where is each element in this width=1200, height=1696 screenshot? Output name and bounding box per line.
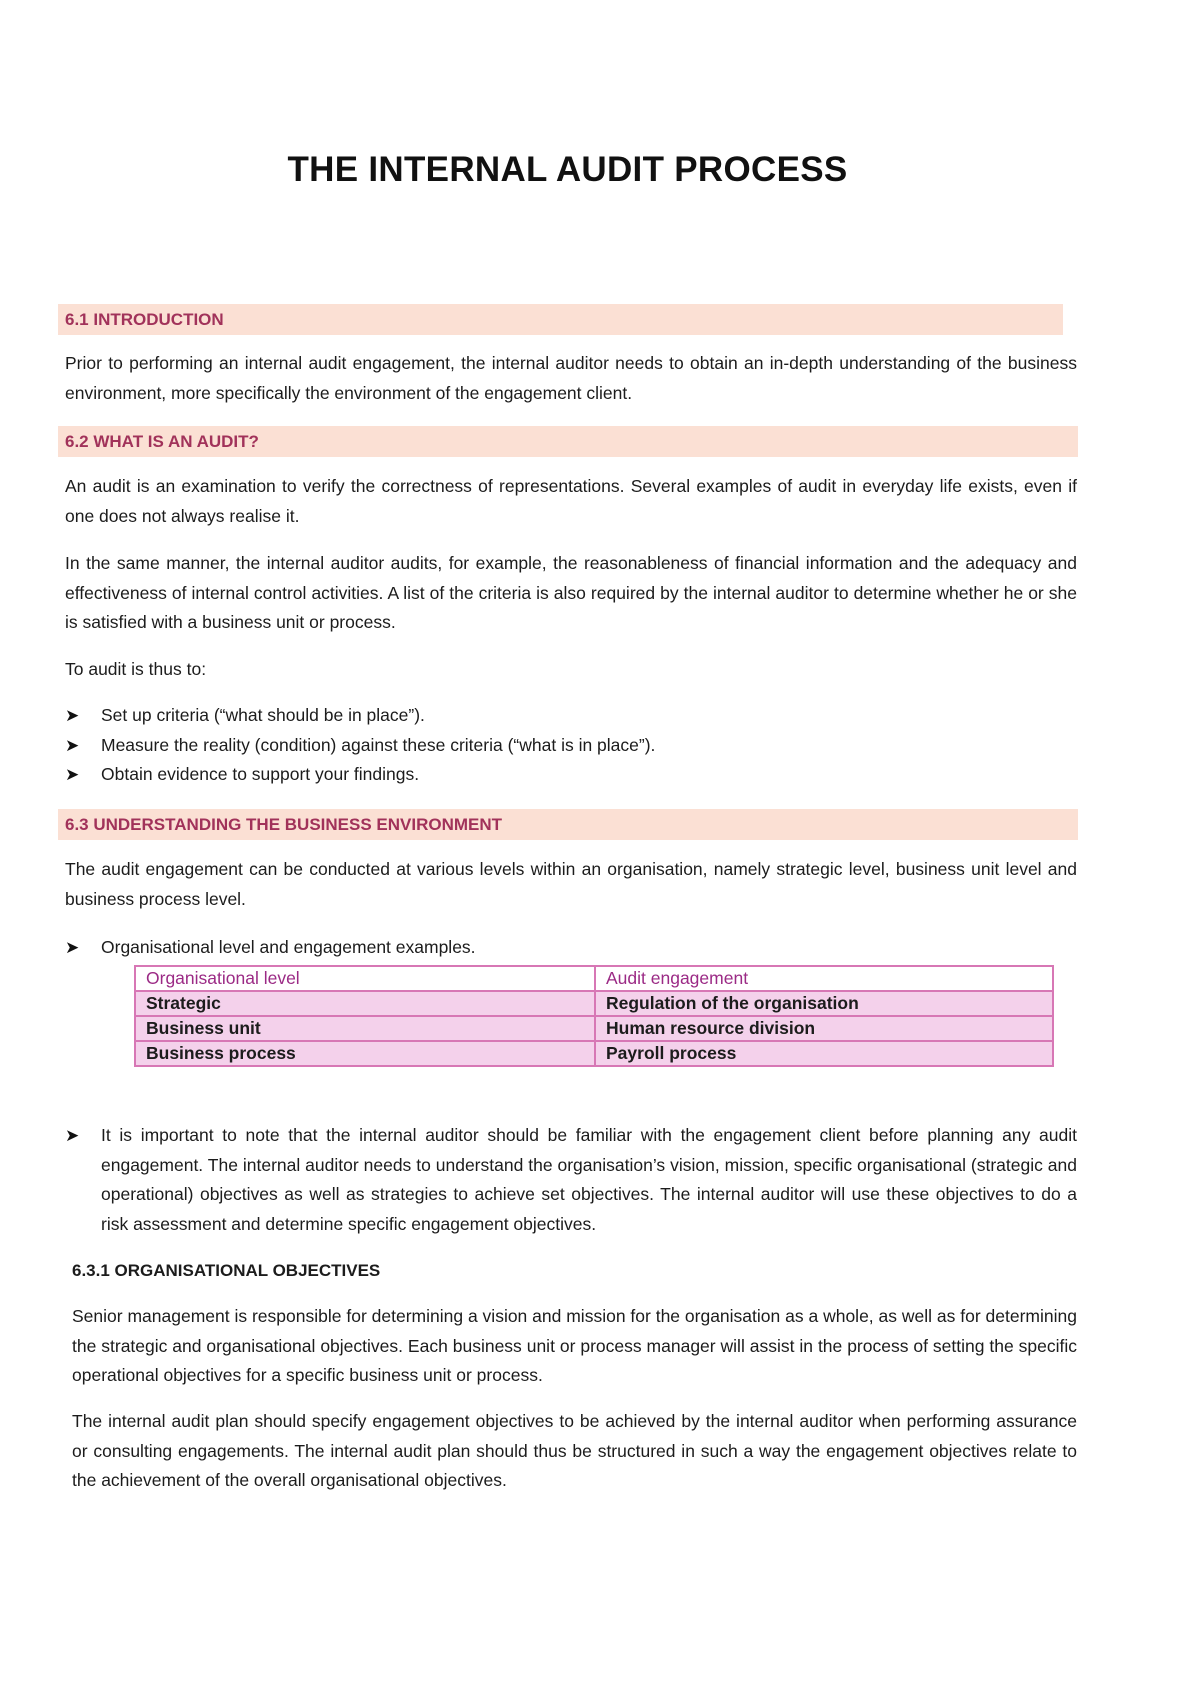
organisational-level-table	[134, 965, 1054, 1067]
engagement-note-list	[65, 1121, 1077, 1239]
arrowhead-bullet-icon: ➤	[65, 706, 80, 725]
list-item	[65, 760, 1077, 790]
table-cell: Business unit	[135, 1016, 595, 1041]
audit-manner-paragraph: In the same manner, the internal auditor audits, for example, the reasonableness of financial information and the adequacy and effectiveness of internal control activities. A list of the criteria is also required by the internal auditor to determine whether he or she is satisfied with a business unit or process.	[65, 553, 1077, 632]
audit-steps-list	[65, 701, 1077, 790]
table-row	[135, 1041, 1053, 1066]
table-header-cell: Organisational level	[135, 966, 595, 991]
subsection-heading-organisational-objectives: 6.3.1 ORGANISATIONAL OBJECTIVES	[72, 1261, 381, 1280]
engagement-levels-paragraph: The audit engagement can be conducted at various levels within an organisation, namely strategic level, business unit level and business process level.	[65, 859, 1077, 909]
list-item-text: Obtain evidence to support your findings.	[101, 764, 420, 784]
table-cell: Strategic	[135, 991, 595, 1016]
section-heading-introduction: 6.1 INTRODUCTION	[58, 304, 1063, 335]
list-item	[65, 933, 1077, 963]
table-row	[135, 991, 1053, 1016]
table-header-row	[135, 966, 1053, 991]
list-item-text: Set up criteria (“what should be in place”).	[101, 705, 425, 725]
list-item	[65, 701, 1077, 731]
audit-definition-paragraph: An audit is an examination to verify the correctness of representations. Several examples of audit in everyday life exists, even if one does not always realise it.	[65, 476, 1077, 526]
table-cell: Regulation of the organisation	[595, 991, 1053, 1016]
list-item-text: It is important to note that the internal auditor should be familiar with the engagement client before planning any audit engagement. The internal auditor needs to understand the organisation’s vision, mission, specific organisational (strategic and operational) objectives as well as strategies to achieve set objectives. The internal auditor will use these objectives to do a risk assessment and determine specific engagement objectives.	[101, 1125, 1077, 1234]
table-row	[135, 1016, 1053, 1041]
list-item	[65, 731, 1077, 761]
audit-thus-paragraph: To audit is thus to:	[65, 659, 207, 679]
arrowhead-bullet-icon: ➤	[65, 735, 80, 755]
table-cell: Business process	[135, 1041, 595, 1066]
introduction-paragraph: Prior to performing an internal audit engagement, the internal auditor needs to obtain an in-depth understanding of the business environment, more specifically the environment of the engagement client.	[65, 353, 1077, 403]
document-title: THE INTERNAL AUDIT PROCESS	[287, 150, 848, 189]
arrowhead-bullet-icon: ➤	[65, 1126, 80, 1145]
audit-plan-paragraph: The internal audit plan should specify engagement objectives to be achieved by the internal auditor when performing assurance or consulting engagements. The internal audit plan should thus be structured in such a way the engagement objectives relate to the achievement of the overall organisational objectives.	[72, 1411, 1077, 1490]
senior-management-paragraph: Senior management is responsible for determining a vision and mission for the organisation as a whole, as well as for determining the strategic and organisational objectives. Each business unit or process manager will assist in the process of setting the specific operational objectives for a specific business unit or process.	[72, 1306, 1077, 1385]
table-cell: Human resource division	[595, 1016, 1053, 1041]
section-heading-what-is-an-audit: 6.2 WHAT IS AN AUDIT?	[58, 426, 1078, 457]
arrowhead-bullet-icon: ➤	[65, 938, 80, 957]
section-heading-business-environment: 6.3 UNDERSTANDING THE BUSINESS ENVIRONMENT	[58, 809, 1078, 840]
list-item	[65, 1121, 1077, 1239]
table-cell: Payroll process	[595, 1041, 1053, 1066]
list-item-text: Measure the reality (condition) against these criteria (“what is in place”).	[101, 734, 656, 755]
list-item-text: Organisational level and engagement examples.	[101, 937, 476, 957]
arrowhead-bullet-icon: ➤	[65, 765, 80, 784]
engagement-examples-list	[65, 933, 1077, 963]
table-header-cell: Audit engagement	[595, 966, 1053, 991]
